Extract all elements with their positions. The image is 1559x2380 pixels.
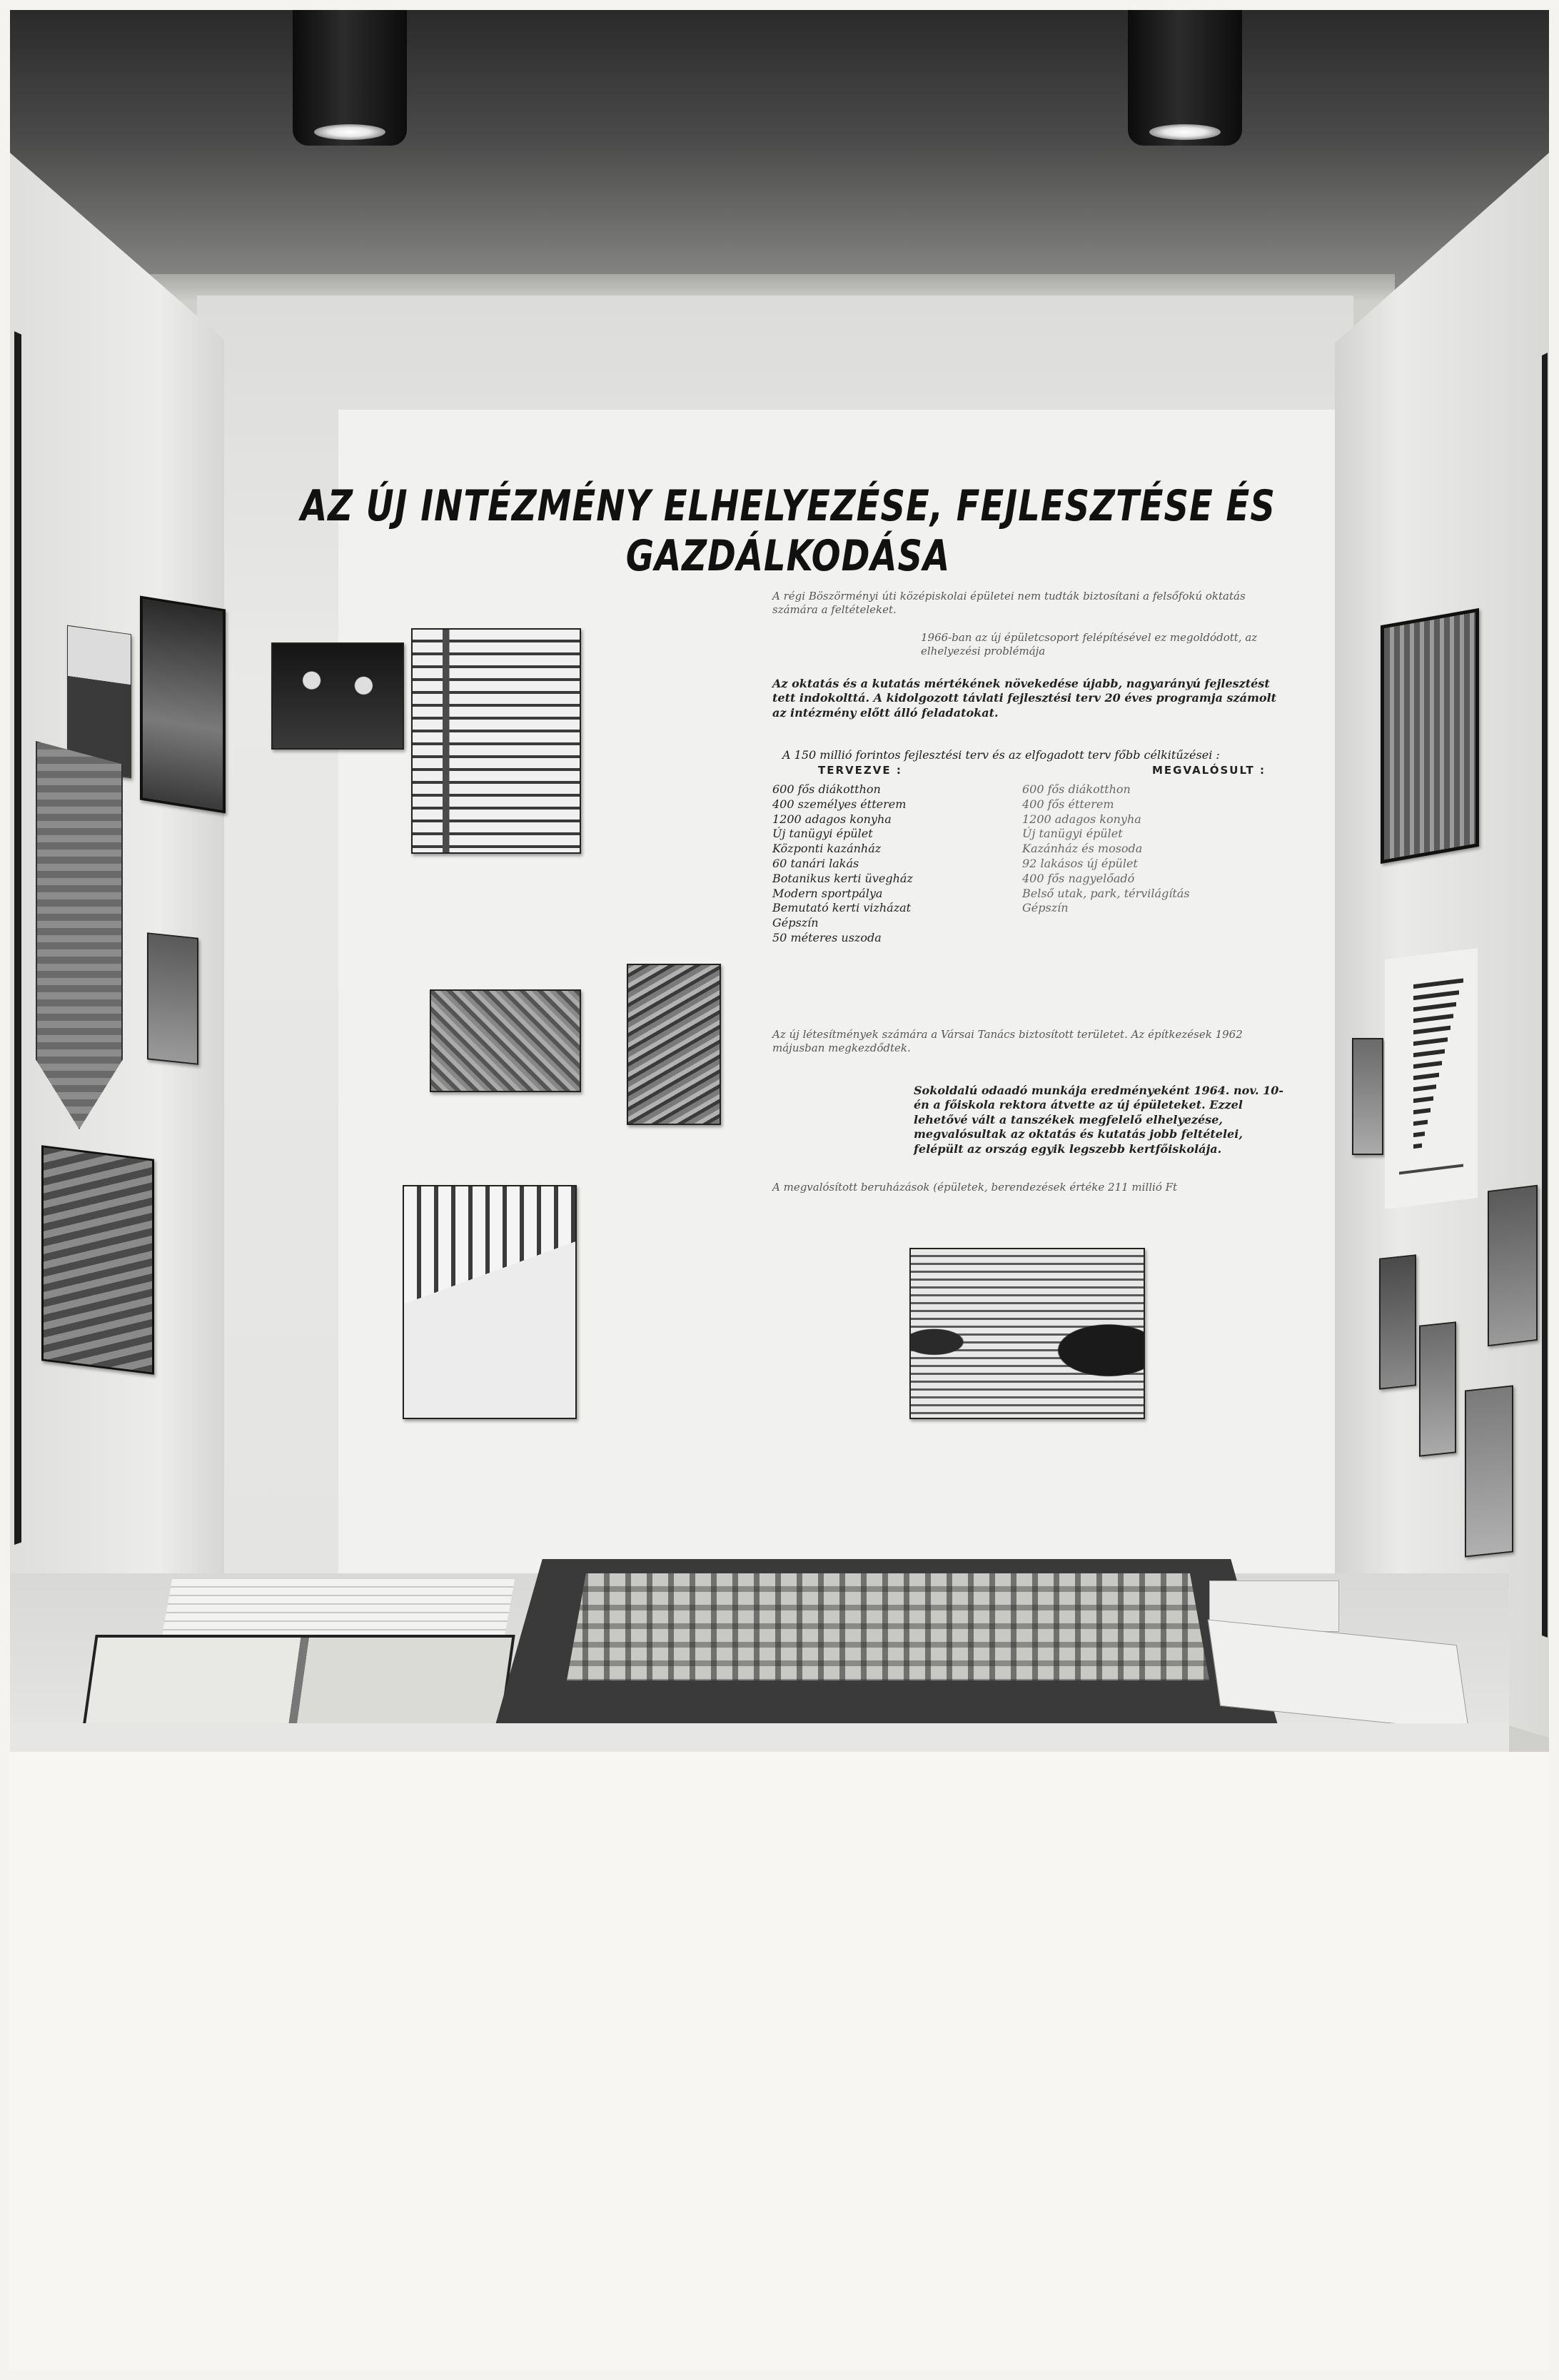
realized-header: MEGVALÓSULT : xyxy=(1152,764,1266,777)
spotlight-icon xyxy=(1128,10,1242,146)
list-item: 400 személyes étterem xyxy=(772,797,907,811)
list-item: Botanikus kerti üvegház xyxy=(772,871,913,885)
list-item: Bemutató kerti vizházat xyxy=(772,901,912,915)
table-front xyxy=(10,1723,1509,1752)
list-item: Belső utak, park, térvilágítás xyxy=(1022,886,1190,900)
list-item: Kazánház és mosoda xyxy=(1022,842,1143,856)
list-item: 400 fős nagyelőadó xyxy=(1022,871,1135,885)
framed-photo xyxy=(41,1145,154,1374)
construction-photo xyxy=(430,989,581,1092)
spotlight-icon xyxy=(293,10,407,146)
framed-photo xyxy=(1381,608,1479,864)
small-photo xyxy=(1379,1254,1416,1389)
list-item: Új tanügyi épület xyxy=(772,827,873,841)
print-border xyxy=(10,1752,1549,2370)
list-item: Új tanügyi épület xyxy=(1022,827,1123,841)
workers-photo xyxy=(271,642,404,750)
exhibit-title: AZ ÚJ INTÉZMÉNY ELHELYEZÉSE, FEJLESZTÉSE ÉS GAZDÁLKODÁSA xyxy=(301,481,1276,581)
list-item: 400 fős étterem xyxy=(1022,797,1114,811)
small-photo xyxy=(1352,1038,1383,1155)
open-book xyxy=(81,1635,515,1733)
list-item: 1200 adagos konyha xyxy=(772,812,892,826)
exhibition-photo xyxy=(10,10,1549,1752)
list-item: Modern sportpálya xyxy=(772,886,883,900)
small-photo xyxy=(1488,1185,1538,1347)
small-photo xyxy=(1465,1385,1513,1557)
pennant xyxy=(36,741,123,1129)
footer-note: A megvalósított beruházások (épületek, berendezések értéke 211 millió Ft xyxy=(772,1181,1178,1194)
plan-intro: A 150 millió forintos fejlesztési terv és az elfogadott terv főbb célkitűzései : xyxy=(782,748,1220,762)
planned-header: TERVEZVE : xyxy=(818,764,902,777)
list-item: Központi kazánház xyxy=(772,842,882,856)
land-text: Az új létesítmények számára a Vársai Tanács biztosított területet. Az építkezések 1962 májusban megkezdődtek. xyxy=(772,1028,1243,1055)
small-photo xyxy=(147,932,198,1065)
campus-model xyxy=(567,1573,1209,1680)
growth-text: Az oktatás és a kutatás mértékének növekedése újabb, nagyarányú fejlesztést tett indokolttá. A kidolgozott távlati fejlesztési terv 20 éves programja számolt az intézmény előtt álló feladatokat. xyxy=(772,677,1277,720)
list-item: Gépszín xyxy=(772,916,819,930)
framed-photo xyxy=(140,595,226,813)
bar-chart-poster xyxy=(1385,948,1478,1209)
completion-text: Sokoldalú odaadó munkája eredményeként 1964. nov. 10-én a főiskola rektora átvette az új épületeket. Ezzel lehetővé vált a tanszékek megfelelő elhelyezése, megvalósultak az oktatás és kutatás jobb feltételei, felépült az ország egyik legszebb kertfőiskolája. xyxy=(914,1084,1284,1156)
building-photo xyxy=(403,1185,577,1419)
construction-photo xyxy=(627,964,721,1125)
list-item: 50 méteres uszoda xyxy=(772,930,882,944)
list-item: 1200 adagos konyha xyxy=(1022,812,1141,826)
list-item: 60 tanári lakás xyxy=(772,856,859,870)
building-photo xyxy=(411,628,581,854)
intro-text: A régi Böszörményi úti középiskolai épületei nem tudták biztosítani a felsőfokú oktatás számára a feltételeket. xyxy=(772,590,1246,617)
list-item: 92 lakásos új épület xyxy=(1022,856,1138,870)
small-photo xyxy=(1419,1321,1456,1456)
ceiling xyxy=(10,10,1549,296)
building-photo xyxy=(909,1248,1145,1419)
brochures xyxy=(162,1579,515,1636)
realized-list xyxy=(1022,782,1190,916)
planned-list xyxy=(772,782,913,946)
year-note: 1966-ban az új épületcsoport felépítésével ez megoldódott, az elhelyezési problémája xyxy=(921,631,1258,658)
list-item: 600 fős diákotthon xyxy=(772,782,881,796)
list-item: Gépszín xyxy=(1022,901,1069,915)
list-item: 600 fős diákotthon xyxy=(1022,782,1131,796)
